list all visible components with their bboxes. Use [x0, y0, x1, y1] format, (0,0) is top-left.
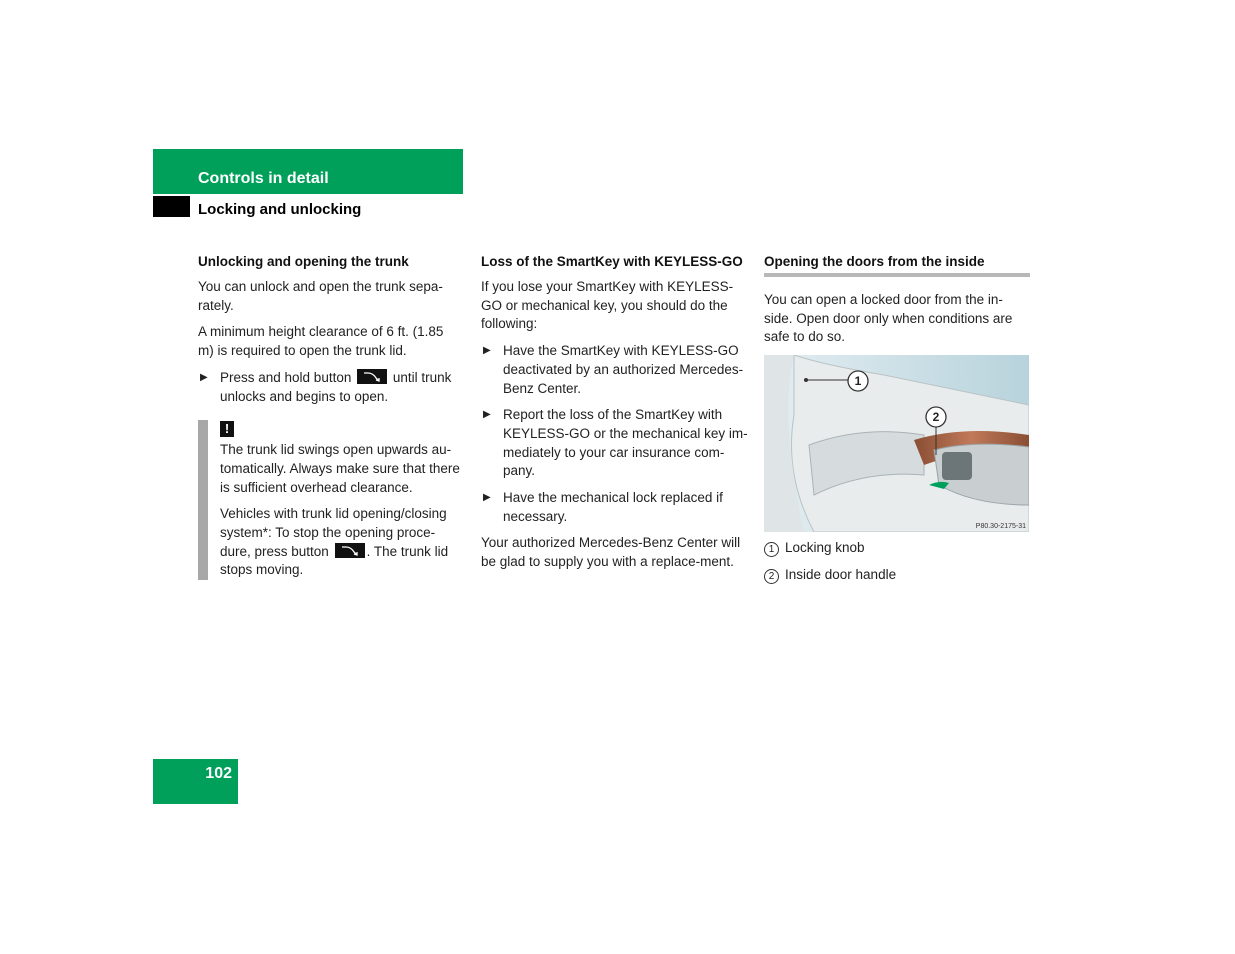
notice-para-1: The trunk lid swings open upwards au-tomatically. Always make sure that there is sufficient overhead clearance. — [220, 442, 460, 495]
subsection-title: Locking and unlocking — [198, 201, 362, 218]
legend-number: 2 — [764, 569, 779, 584]
section-title: Controls in detail — [198, 170, 329, 187]
trunk-heading: Unlocking and opening the trunk — [198, 254, 409, 269]
column-doors — [764, 253, 1030, 592]
smartkey-heading: Loss of the SmartKey with KEYLESS-GO — [481, 254, 743, 269]
figure-code: P80.30-2175-31 — [975, 523, 1026, 531]
trunk-bullet — [198, 369, 462, 406]
bullet-arrow-icon: ▶ — [483, 345, 491, 357]
figure-callout-1: 1 — [854, 374, 862, 389]
notice-para-2-pre: Vehicles with trunk lid opening/closing system*: To stop the opening proce-dure, press button — [220, 506, 447, 559]
smartkey-outro: Your authorized Mercedes-Benz Center will be glad to supply you with a replace-ment. — [481, 535, 741, 570]
notice-box — [198, 420, 462, 580]
warning-icon: ! — [220, 421, 234, 437]
bullet-arrow-icon: ▶ — [483, 409, 491, 421]
smartkey-bullet — [481, 489, 749, 526]
legend-item — [764, 538, 1030, 557]
trunk-bullet-pre: Press and hold button — [220, 369, 352, 385]
notice-para-2-post: . The trunk lid stops moving. — [220, 543, 449, 578]
bullet-arrow-icon: ▶ — [200, 371, 208, 383]
doors-heading: Opening the doors from the inside — [764, 253, 1030, 277]
notice-para-2 — [220, 505, 462, 580]
smartkey-bullet — [481, 406, 749, 481]
legend-label: Locking knob — [785, 540, 865, 556]
notice-bar — [198, 420, 208, 580]
legend-number: 1 — [764, 542, 779, 557]
smartkey-bullet-text: Have the mechanical lock replaced if necessary. — [503, 490, 723, 524]
subsection-marker — [153, 196, 190, 217]
column-smartkey — [481, 253, 749, 580]
bullet-arrow-icon: ▶ — [483, 492, 491, 504]
trunk-para-2: A minimum height clearance of 6 ft. (1.85 m) is required to open the trunk lid. — [198, 324, 444, 359]
door-illustration — [764, 355, 1029, 532]
smartkey-bullet-text: Have the SmartKey with KEYLESS-GO deactivated by an authorized Mercedes-Benz Center. — [503, 343, 744, 396]
smartkey-bullet-text: Report the loss of the SmartKey with KEYLESS-GO or the mechanical key im-mediately to your car insurance com-pany. — [503, 407, 748, 479]
legend-item — [764, 565, 1030, 584]
smartkey-intro: If you lose your SmartKey with KEYLESS-GO or mechanical key, you should do the following: — [481, 279, 734, 332]
figure-callout-2: 2 — [932, 410, 940, 425]
page-number: 102 — [205, 765, 232, 782]
smartkey-bullet — [481, 342, 749, 398]
trunk-button-icon — [357, 369, 387, 384]
legend-label: Inside door handle — [785, 567, 897, 583]
trunk-button-icon — [335, 543, 365, 558]
doors-para: You can open a locked door from the in-side. Open door only when conditions are safe to do so. — [764, 292, 1013, 345]
trunk-bullet-post: until trunk unlocks and begins to open. — [220, 369, 452, 404]
column-trunk — [198, 253, 462, 580]
trunk-para-1: You can unlock and open the trunk sepa-rately. — [198, 279, 443, 313]
page-number-box — [153, 759, 238, 804]
